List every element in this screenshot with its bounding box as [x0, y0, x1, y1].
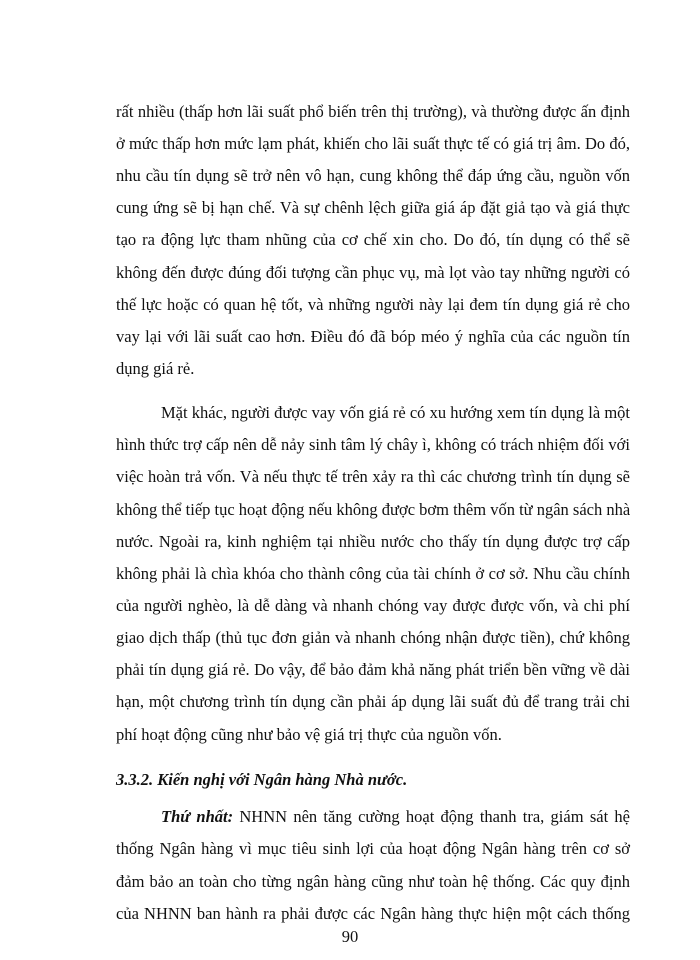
text-line: phí hoạt động cũng như bảo vệ giá trị thực của nguồn vốn. [116, 725, 502, 744]
text-line: không phải là chìa khóa cho thành công của tài chính ở cơ sở. Nhu cầu chính [116, 564, 630, 583]
text-line: hạn, một chương trình tín dụng cần phải áp dụng lãi suất đủ để trang trải chi [116, 692, 630, 711]
page-number: 90 [341, 927, 359, 946]
text-line: giao dịch thấp (thủ tục đơn giản và nhanh chóng nhận được tiền), chứ không [116, 628, 630, 647]
text-line: đảm bảo an toàn cho từng ngân hàng cũng như toàn hệ thống. Các quy định [116, 872, 630, 891]
text-line: nước. Ngoài ra, kinh nghiệm tại nhiều nước cho thấy tín dụng được trợ cấp [116, 532, 630, 551]
paragraph-lead: Thứ nhất: [161, 807, 234, 826]
text-line: nhu cầu tín dụng sẽ trở nên vô hạn, cung không thể đáp ứng cầu, nguồn vốn [116, 166, 630, 185]
text-line: của người nghèo, là dễ dàng và nhanh chóng vay được được vốn, và chi phí [116, 596, 630, 615]
text-line: không đến được đúng đối tượng cần phục vụ, mà lọt vào tay những người có [116, 263, 630, 282]
text-line [161, 802, 630, 832]
text-line: phải tín dụng giá rẻ. Do vậy, để bảo đảm khả năng phát triển bền vững về dài [116, 660, 630, 679]
text-line: thế lực hoặc có quan hệ tốt, và những người này lại đem tín dụng giá rẻ cho [116, 295, 630, 314]
section-heading: 3.3.2. Kiến nghị với Ngân hàng Nhà nước. [116, 770, 408, 789]
text-line: không thể tiếp tục hoạt động nếu không được bơm thêm vốn từ ngân sách nhà [116, 500, 631, 519]
text-line: tạo ra động lực tham nhũng của cơ chế xin cho. Do đó, tín dụng có thể sẽ [116, 230, 630, 249]
text-span: NHNN nên tăng cường hoạt động thanh tra, giám sát hệ [233, 807, 631, 826]
text-line: Mặt khác, người được vay vốn giá rẻ có xu hướng xem tín dụng là một [161, 403, 630, 422]
text-line: rất nhiều (thấp hơn lãi suất phổ biến trên thị trường), và thường được ấn định [116, 102, 630, 121]
text-line: dụng giá rẻ. [116, 359, 195, 378]
text-line: thống Ngân hàng vì mục tiêu sinh lợi của hoạt động Ngân hàng trên cơ sở [116, 839, 630, 858]
text-line: cung ứng sẽ bị hạn chế. Và sự chênh lệch giữa giá áp đặt giả tạo và giá thực [116, 198, 630, 217]
text-line: của NHNN ban hành ra phải được các Ngân hàng thực hiện một cách thống [116, 904, 630, 923]
text-line: vay lại với lãi suất cao hơn. Điều đó đã bóp méo ý nghĩa của các nguồn tín [116, 327, 630, 346]
text-line: ở mức thấp hơn mức lạm phát, khiến cho lãi suất thực tế có giá trị âm. Do đó, [116, 134, 630, 153]
text-line: việc hoàn trả vốn. Và nếu thực tế trên xảy ra thì các chương trình tín dụng sẽ [116, 467, 630, 486]
text-line: hình thức trợ cấp nên dễ nảy sinh tâm lý chây ì, không có trách nhiệm đối với [116, 435, 630, 454]
